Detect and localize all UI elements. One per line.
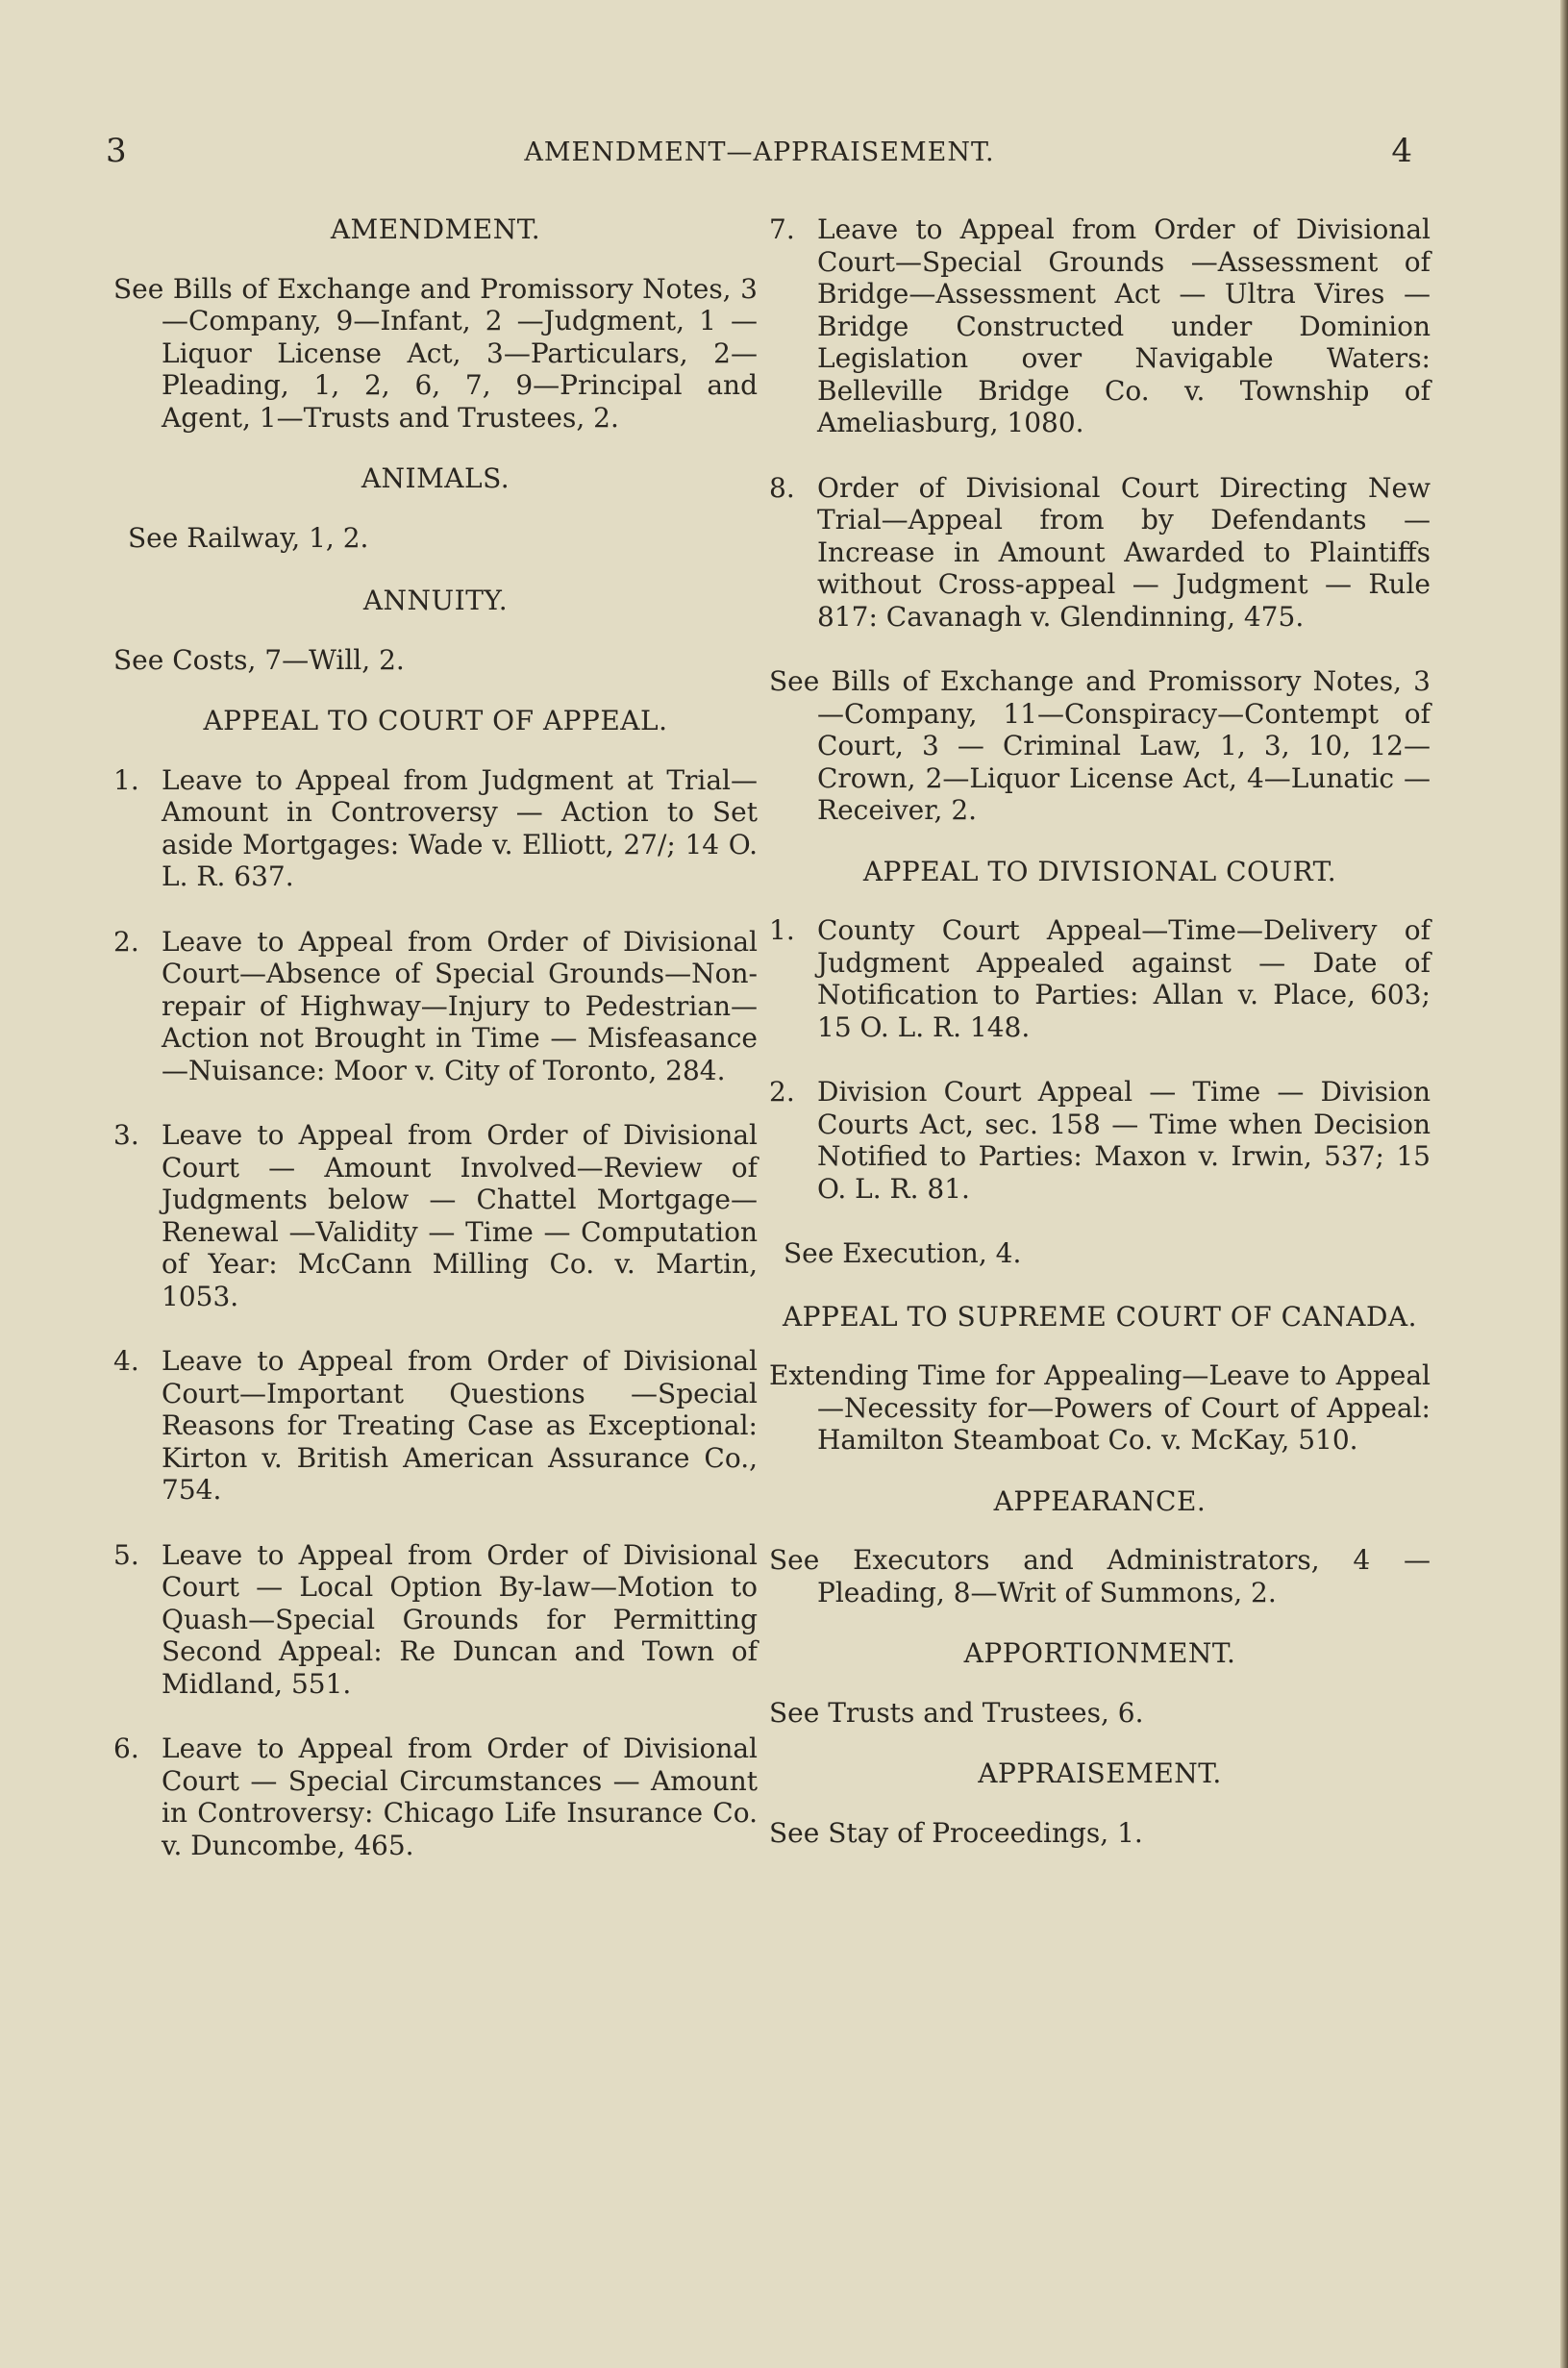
item-number: 8. [769, 471, 795, 504]
list-item [113, 1345, 758, 1507]
heading-appeal-court-of-appeal: APPEAL TO COURT OF APPEAL. [203, 705, 668, 736]
entry-animals: See Railway, 1, 2. [128, 521, 369, 554]
right-column [769, 213, 1431, 1878]
list-item [113, 1119, 758, 1312]
entry-appeal-court-see-also: See Bills of Exchange and Promissory Notes, 3—Company, 11—Conspiracy—Contempt of Court, 3 — Criminal Law, 1, 3, 10, 12—Crown, 2—Liquor License Act, 4—Lunatic —Receiver, 2. [769, 665, 1431, 826]
item-text: Leave to Appeal from Order of Divisional Court — Amount Involved—Review of Judgments below — Chattel Mortgage—Renewal —Validity — Time — Computation of Year: McCann Milling Co. v. Martin, 1053. [162, 1119, 758, 1312]
item-number: 1. [113, 763, 139, 796]
heading-animals: ANIMALS. [361, 462, 510, 494]
item-text: Leave to Appeal from Order of Divisional Court—Important Questions —Special Reasons for Treating Case as Exceptional: Kirton v. British American Assurance Co., 754. [162, 1345, 758, 1506]
list-item [113, 764, 758, 893]
item-text: Leave to Appeal from Order of Divisional Court—Special Grounds —Assessment of Bridge—Assessment Act — Ultra Vires — Bridge Constructed under Dominion Legislation over Navigable Waters: Belleville Bridge Co. v. Township of Ameliasburg, 1080. [817, 213, 1431, 438]
page-number-right: 4 [1391, 132, 1413, 170]
heading-apportionment: APPORTIONMENT. [963, 1637, 1236, 1669]
item-number: 2. [769, 1076, 795, 1108]
item-text: Leave to Appeal from Order of Divisional Court — Special Circumstances — Amount in Controversy: Chicago Life Insurance Co. v. Duncombe, 465. [162, 1732, 758, 1861]
page-edge-shadow [1560, 0, 1568, 2368]
item-text: Leave to Appeal from Order of Divisional Court—Absence of Special Grounds—Non-repair of Highway—Injury to Pedestrian—Action not Brought in Time — Misfeasance—Nuisance: Moor v. City of Toronto, 284. [162, 925, 758, 1086]
item-number: 1. [769, 914, 795, 946]
heading-appraisement: APPRAISEMENT. [978, 1757, 1222, 1789]
item-text: Leave to Appeal from Order of Divisional Court — Local Option By-law—Motion to Quash—Special Grounds for Permitting Second Appeal: Re Duncan and Town of Midland, 551. [162, 1538, 758, 1700]
item-text: Division Court Appeal — Time — Division Courts Act, sec. 158 — Time when Decision Notified to Parties: Maxon v. Irwin, 537; 15 O. L. R. 81. [817, 1076, 1431, 1205]
heading-amendment: AMENDMENT. [330, 213, 541, 245]
item-number: 7. [769, 213, 795, 245]
heading-appeal-divisional-court: APPEAL TO DIVISIONAL COURT. [862, 855, 1337, 887]
entry-appeal-supreme-court: Extending Time for Appealing—Leave to Appeal—Necessity for—Powers of Court of Appeal: Hamilton Steamboat Co. v. McKay, 510. [769, 1359, 1431, 1456]
list-item [769, 1076, 1431, 1205]
list-item [769, 213, 1431, 439]
list-item [113, 1539, 758, 1701]
entry-apportionment: See Trusts and Trustees, 6. [769, 1696, 1144, 1729]
heading-appearance: APPEARANCE. [993, 1484, 1207, 1517]
item-number: 4. [113, 1345, 139, 1377]
item-number: 5. [113, 1538, 139, 1571]
entry-appeal-divisional-see-also: See Execution, 4. [784, 1237, 1022, 1269]
left-column [113, 213, 758, 1894]
page-number-left: 3 [106, 132, 128, 170]
running-title: AMENDMENT—APPRAISEMENT. [524, 137, 995, 167]
entry-amendment: See Bills of Exchange and Promissory Notes, 3—Company, 9—Infant, 2 —Judgment, 1 — Liquor License Act, 3—Particulars, 2—Pleading, 1, 2, 6, 7, 9—Principal and Agent, 1—Trusts and Trustees, 2. [113, 272, 758, 434]
item-number: 6. [113, 1732, 139, 1764]
running-header [106, 132, 1413, 176]
entry-appraisement: See Stay of Proceedings, 1. [769, 1816, 1143, 1849]
item-number: 2. [113, 925, 139, 958]
item-text: Order of Divisional Court Directing New Trial—Appeal from by Defendants — Increase in Amount Awarded to Plaintiffs without Cross-appeal — Judgment — Rule 817: Cavanagh v. Glendinning, 475. [817, 471, 1431, 633]
list-item [769, 914, 1431, 1043]
entry-annuity: See Costs, 7—Will, 2. [113, 643, 405, 676]
list-item [113, 1732, 758, 1861]
item-number: 3. [113, 1119, 139, 1151]
item-text: Leave to Appeal from Judgment at Trial—Amount in Controversy — Action to Set aside Mortgages: Wade v. Elliott, 27/; 14 O. L. R. 637. [162, 763, 758, 892]
heading-appeal-supreme-court: APPEAL TO SUPREME COURT OF CANADA. [782, 1300, 1418, 1333]
entry-appearance: See Executors and Administrators, 4 —Pleading, 8—Writ of Summons, 2. [769, 1544, 1431, 1608]
list-item [113, 926, 758, 1087]
heading-annuity: ANNUITY. [362, 585, 509, 616]
list-item [769, 472, 1431, 634]
item-text: County Court Appeal—Time—Delivery of Judgment Appealed against — Date of Notification to Parties: Allan v. Place, 603; 15 O. L. R. 148. [817, 914, 1431, 1043]
